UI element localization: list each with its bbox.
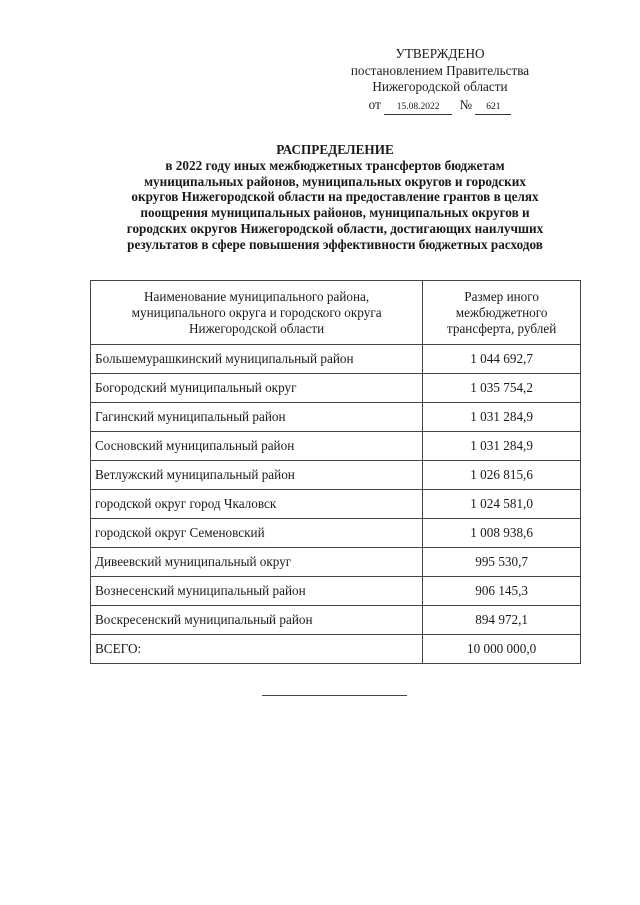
title-line: муниципальных районов, муниципальных округов и городских [144,173,526,189]
transfer-amount: 906 145,3 [423,577,581,606]
table-row [91,519,581,548]
distribution-table [90,280,581,664]
table-row [91,345,581,374]
approval-heading: УТВЕРЖДЕНО [395,46,485,61]
table-row [91,403,581,432]
table-row [91,548,581,577]
approval-date: 15.08.2022 [384,101,452,115]
title-line: округов Нижегородской области на предоставление грантов в целях [131,189,539,205]
document-title [90,142,580,253]
table-row [91,432,581,461]
municipality-name: городской округ Семеновский [91,519,423,548]
municipality-name: Гагинский муниципальный район [91,403,423,432]
table-row [91,490,581,519]
transfer-amount: 995 530,7 [423,548,581,577]
title-line: поощрения муниципальных районов, муниципальных округов и [140,205,530,221]
municipality-name: Ветлужский муниципальный район [91,461,423,490]
header-amount: Размер иного межбюджетного трансферта, рублей [423,281,581,345]
municipality-name: Сосновский муниципальный район [91,432,423,461]
date-prefix: от [368,96,381,112]
transfer-amount: 1 044 692,7 [423,345,581,374]
table-total-row [91,635,581,664]
municipality-name: Вознесенский муниципальный район [91,577,423,606]
municipality-name: Воскресенский муниципальный район [91,606,423,635]
transfer-amount: 894 972,1 [423,606,581,635]
approval-date-row [369,97,512,115]
total-amount: 10 000 000,0 [423,635,581,664]
transfer-amount: 1 008 938,6 [423,519,581,548]
title-line: городских округов Нижегородской области, достигающих наилучших [126,220,544,236]
municipality-name: Дивеевский муниципальный округ [91,548,423,577]
table-row [91,577,581,606]
approval-line-3: Нижегородской области [372,79,508,94]
transfer-amount: 1 031 284,9 [423,403,581,432]
title-line: результатов в сфере повышения эффективности бюджетных расходов [127,236,543,252]
number-prefix: № [459,96,473,112]
transfer-amount: 1 024 581,0 [423,490,581,519]
municipality-name: Богородский муниципальный округ [91,374,423,403]
transfer-amount: 1 035 754,2 [423,374,581,403]
table-row [91,374,581,403]
table-row [91,461,581,490]
approval-stamp [330,46,550,115]
municipality-name: Большемурашкинский муниципальный район [91,345,423,374]
approval-number: 621 [475,101,511,115]
title-line: в 2022 году иных межбюджетных трансфертов бюджетам [165,157,505,173]
municipality-name: городской округ город Чкаловск [91,490,423,519]
table-row [91,606,581,635]
table-header-row [91,281,581,345]
header-municipality: Наименование муниципального района, муниципального округа и городского округа Нижегородской области [91,281,423,345]
title-main: РАСПРЕДЕЛЕНИЕ [276,142,394,157]
transfer-amount: 1 026 815,6 [423,461,581,490]
approval-line-2: постановлением Правительства [350,62,530,78]
total-label: ВСЕГО: [91,635,423,664]
transfer-amount: 1 031 284,9 [423,432,581,461]
end-divider [262,695,407,696]
